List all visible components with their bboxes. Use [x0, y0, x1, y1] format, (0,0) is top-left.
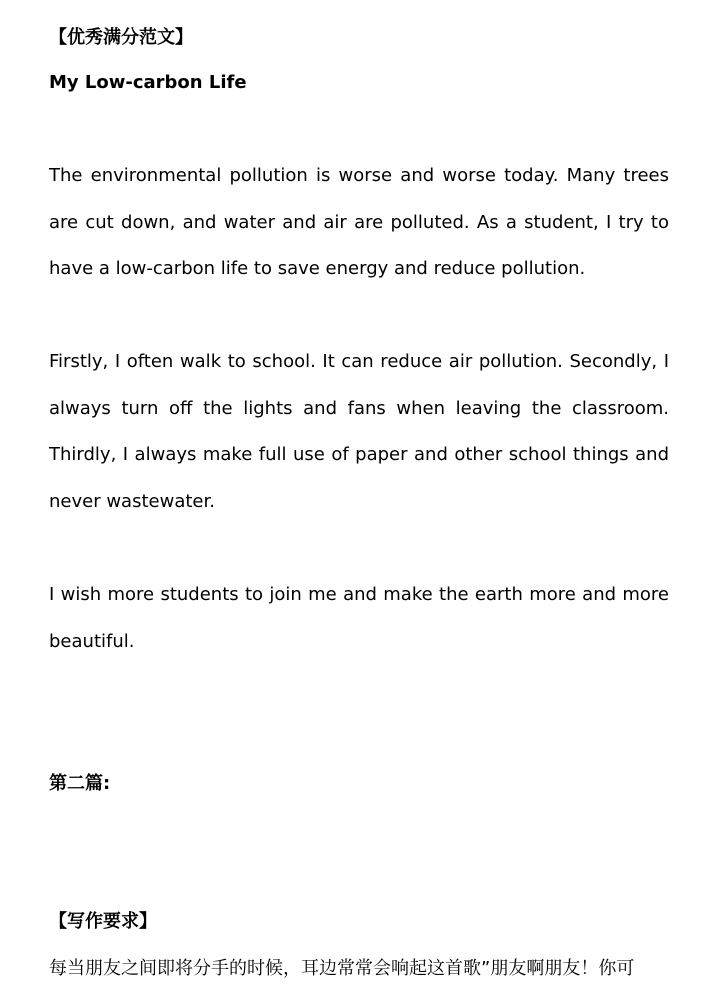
- document-page: [49, 0, 669, 1001]
- essay-title: My Low-carbon Life: [49, 72, 247, 93]
- sample-essay-heading: 【优秀满分范文】: [49, 27, 193, 48]
- essay-paragraph-2: Firstly, I often walk to school. It can reduce air pollution. Secondly, I always turn off the lights and fans when leaving the classroom. Thirdly, I always make full use of paper and other school things and never wastewater.: [49, 351, 669, 512]
- essay-paragraph-1: The environmental pollution is worse and worse today. Many trees are cut down, and water and air are polluted. As a student, I try to have a low-carbon life to save energy and reduce pollution.: [49, 165, 669, 280]
- essay-paragraph-3: I wish more students to join me and make the earth more and more beautiful.: [49, 584, 669, 652]
- section-label: 第二篇:: [49, 773, 111, 794]
- writing-requirements-text: 每当朋友之间即将分手的时候，耳边常常会响起这首歌”朋友啊朋友！你可: [49, 958, 635, 979]
- writing-requirements-heading: 【写作要求】: [49, 911, 157, 932]
